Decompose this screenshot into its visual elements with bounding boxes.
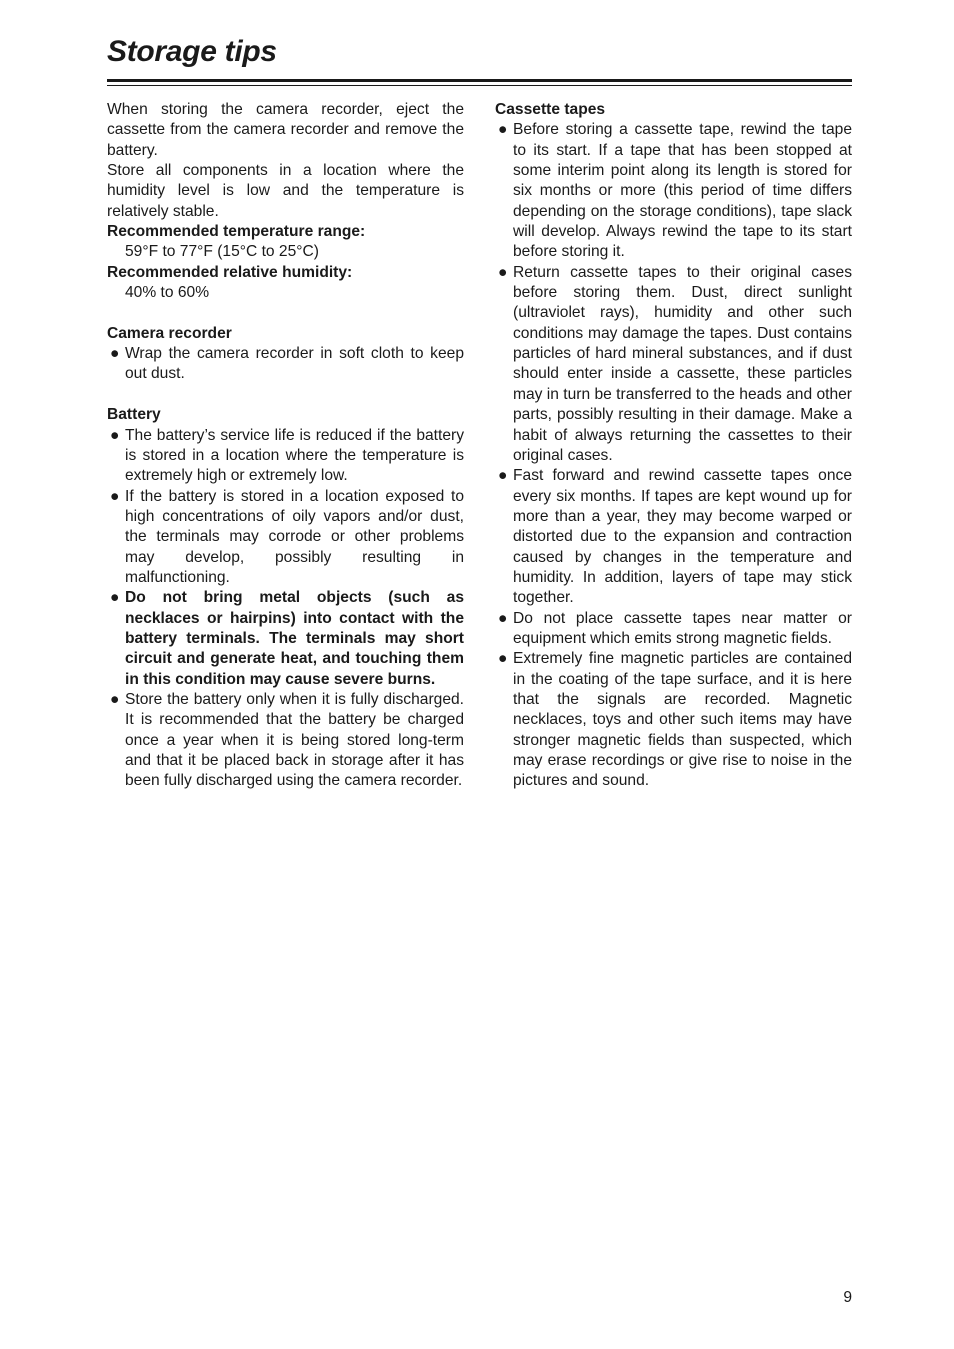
title-rule-thin: [107, 85, 852, 86]
list-item-text: Return cassette tapes to their original cases before storing them. Dust, direct sunlight (ultraviolet rays), humidity and other such conditions may damage the tapes. Dust contains particles of hard mineral substances, and if dust should enter inside a cassette, these particles may in turn be transferred to the heads and other parts, possibly resulting in their damage. Make a habit of always returning the cassettes to their original cases.: [513, 263, 852, 464]
bullet-icon: ●: [110, 345, 120, 363]
list-item: [107, 690, 464, 792]
battery-list: [107, 426, 464, 792]
bullet-icon: ●: [498, 467, 508, 485]
section-spacer: [107, 303, 464, 323]
right-column: [495, 100, 852, 792]
list-item: [495, 263, 852, 466]
list-item: [495, 466, 852, 608]
list-item-text: Store the battery only when it is fully discharged. It is recommended that the battery be charged once a year when it is being stored long-term and that it be placed back in storage after it has been fully discharged using the camera recorder.: [125, 690, 464, 790]
bullet-icon: ●: [498, 263, 508, 281]
bullet-icon: ●: [110, 487, 120, 505]
intro-paragraph-eject: When storing the camera recorder, eject the cassette from the camera recorder and remove the battery.: [107, 101, 464, 159]
camera-recorder-heading: Camera recorder: [107, 324, 232, 342]
bullet-icon: ●: [110, 426, 120, 444]
list-item-text: The battery’s service life is reduced if the battery is stored in a location where the temperature is extremely high or extremely low.: [125, 426, 464, 485]
page-title: Storage tips: [107, 35, 277, 68]
list-item-text: If the battery is stored in a location exposed to high concentrations of oily vapors and/or dust, the terminals may corrode or other problems may develop, possibly resulting in malfunctioning.: [125, 487, 464, 586]
list-item: [495, 120, 852, 262]
list-item: [107, 487, 464, 589]
list-item-text: Before storing a cassette tape, rewind the tape to its start. If a tape that has been stopped at some interim point along its length is stored for six months or more (this period of time differs depending on the storage conditions), tape slack will develop. Always rewind the tape to its start before storing it.: [513, 121, 852, 261]
list-item: [495, 609, 852, 650]
camera-recorder-list: [107, 344, 464, 385]
cassette-tapes-list: [495, 120, 852, 791]
humidity-value: 40% to 60%: [125, 284, 210, 302]
list-item-text: Fast forward and rewind cassette tapes once every six months. If tapes are kept wound up for more than a year, they may become warped or distorted due to the expansion and contraction caused by changes in the temperature and humidity. In addition, layers of tape may stick together.: [513, 467, 852, 607]
list-item-text: Wrap the camera recorder in soft cloth to keep out dust.: [125, 345, 464, 383]
bullet-icon: ●: [110, 589, 120, 607]
page-number: 9: [843, 1289, 852, 1306]
temperature-range-value: 59°F to 77°F (15°C to 25°C): [125, 243, 319, 261]
list-item: [107, 344, 464, 385]
temperature-range-label: Recommended temperature range:: [107, 223, 366, 241]
list-item-warning: [107, 588, 464, 690]
bullet-icon: ●: [498, 121, 508, 139]
bullet-icon: ●: [498, 609, 508, 627]
section-spacer: [107, 385, 464, 405]
list-item: [107, 426, 464, 487]
list-item: [495, 649, 852, 791]
list-item-text: Do not bring metal objects (such as necklaces or hairpins) into contact with the battery terminals. The terminals may short circuit and generate heat, and touching them in this condition may cause severe burns.: [125, 589, 464, 688]
left-column: [107, 100, 464, 792]
list-item-text: Do not place cassette tapes near matter or equipment which emits strong magnetic fields.: [513, 609, 852, 647]
cassette-tapes-heading: Cassette tapes: [495, 101, 606, 118]
bullet-icon: ●: [110, 690, 120, 708]
bullet-icon: ●: [498, 650, 508, 668]
intro-paragraph-location: Store all components in a location where the humidity level is low and the temperature is relatively stable.: [107, 162, 464, 220]
battery-heading: Battery: [107, 406, 161, 424]
humidity-label: Recommended relative humidity:: [107, 263, 353, 281]
title-rule-thick: [107, 79, 852, 82]
list-item-text: Extremely fine magnetic particles are contained in the coating of the tape surface, and it is here that the signals are recorded. Magnetic necklaces, toys and other such items may have stronger magnetic fields than suspected, which may erase recordings or give rise to noise in the pictures and sound.: [513, 650, 852, 790]
